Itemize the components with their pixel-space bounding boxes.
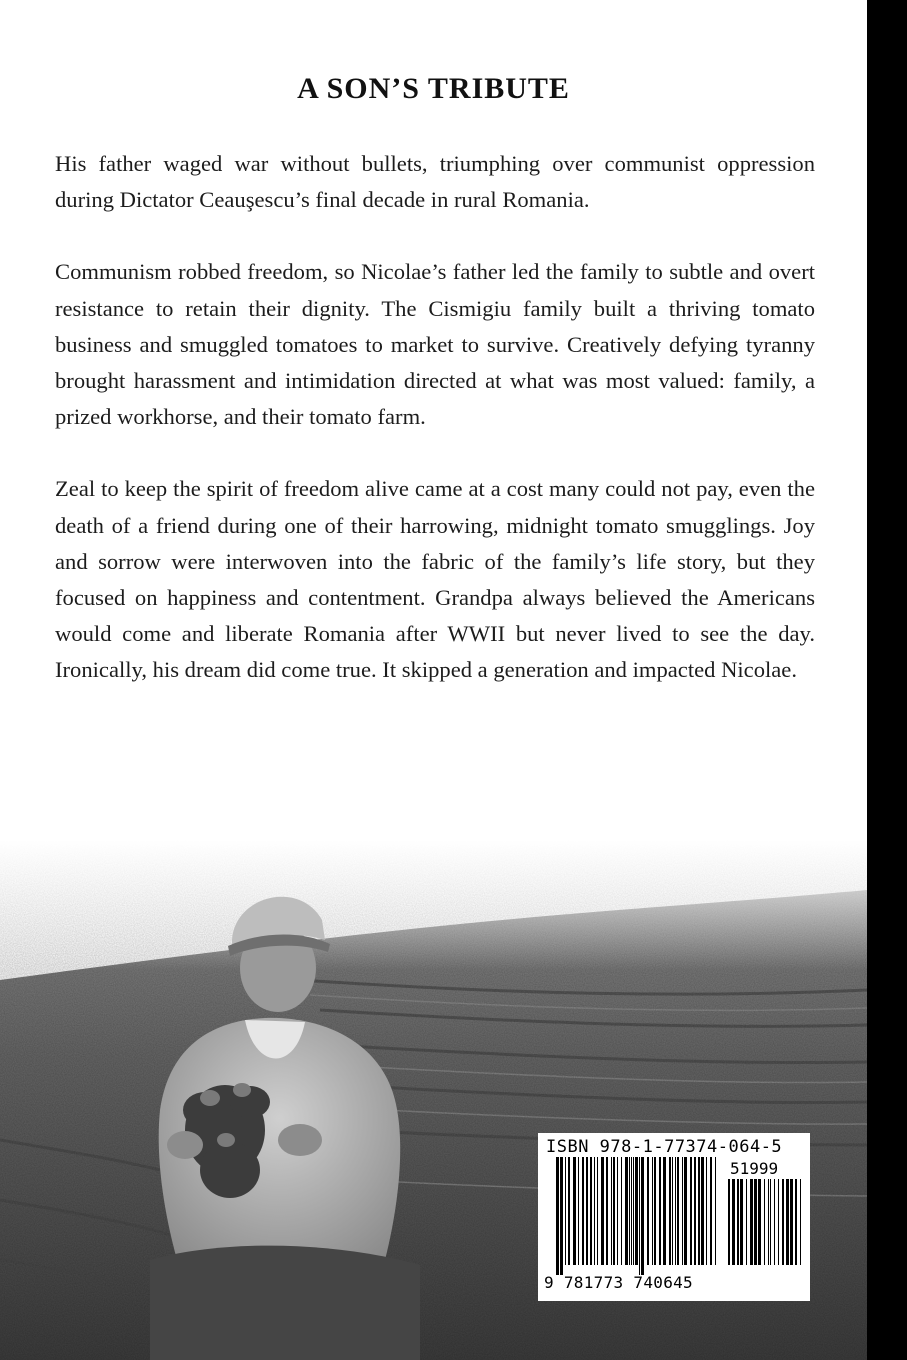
addon-barcode-bars bbox=[728, 1179, 802, 1275]
barcode-bar bbox=[621, 1157, 622, 1265]
barcode-bar bbox=[782, 1179, 784, 1265]
barcode-bar bbox=[677, 1157, 679, 1265]
barcode-bar bbox=[633, 1157, 634, 1265]
barcode-bar bbox=[582, 1157, 584, 1265]
barcode-bar bbox=[701, 1157, 704, 1265]
barcode-bar bbox=[625, 1157, 628, 1265]
barcode-bar bbox=[672, 1157, 673, 1265]
barcode-bar bbox=[737, 1179, 739, 1265]
barcode-bar bbox=[601, 1157, 604, 1265]
barcode-bar bbox=[652, 1157, 653, 1265]
barcode-bar bbox=[654, 1157, 656, 1265]
barcode-bar bbox=[786, 1179, 789, 1265]
barcode-bar bbox=[611, 1157, 612, 1265]
barcode-bar bbox=[606, 1157, 608, 1265]
blurb-paragraph-3: Zeal to keep the spirit of freedom alive came at a cost many could not pay, even the death of a friend during one of their harrowing, midnight tomato smugglings. Joy and sorrow were interwoven into the fabric of the family’s life story, but they focused on happiness and contentment. Grandpa always believed the Americans would come and liberate Romania after WWII but never lived to see the day. Ironically, his dream did come true. It skipped a generation and impacted Nicolae. bbox=[55, 476, 815, 683]
ean-barcode-bars bbox=[556, 1157, 716, 1275]
barcode-bar bbox=[594, 1157, 595, 1265]
barcode-bar bbox=[568, 1157, 570, 1265]
barcode-bar bbox=[682, 1157, 683, 1265]
barcode-bar bbox=[795, 1179, 797, 1265]
blurb-paragraph-1: His father waged war without bullets, triumphing over communist oppression during Dictator Ceauşescu’s final decade in rural Romania. bbox=[55, 151, 815, 213]
spine-edge bbox=[867, 0, 907, 1360]
barcode-bar bbox=[613, 1157, 615, 1265]
barcode-bar bbox=[663, 1157, 666, 1265]
barcode-bar bbox=[694, 1157, 696, 1265]
barcode-bar bbox=[631, 1157, 632, 1265]
barcode-bar bbox=[684, 1157, 687, 1265]
barcode-bar bbox=[750, 1179, 753, 1265]
barcode-bar bbox=[746, 1179, 747, 1265]
barcode-bar bbox=[800, 1179, 801, 1265]
barcode-bar bbox=[675, 1157, 676, 1265]
barcode-bar bbox=[597, 1157, 598, 1265]
barcode-bar bbox=[758, 1179, 761, 1265]
barcode-bar bbox=[732, 1179, 735, 1265]
barcode-bar bbox=[778, 1179, 779, 1265]
barcode-bar bbox=[690, 1157, 692, 1265]
barcode-bar bbox=[770, 1179, 771, 1265]
barcode-bar bbox=[635, 1157, 638, 1265]
barcode-bar bbox=[710, 1157, 712, 1265]
barcode-bar bbox=[578, 1157, 579, 1265]
barcode-bar bbox=[698, 1157, 700, 1265]
barcode-bar bbox=[565, 1157, 566, 1265]
cover-title: A SON’S TRIBUTE bbox=[297, 72, 570, 105]
blurb-text bbox=[55, 146, 815, 725]
barcode-bar bbox=[706, 1157, 707, 1265]
barcode-bar bbox=[740, 1179, 743, 1265]
barcode-bar bbox=[659, 1157, 661, 1265]
isbn-barcode bbox=[538, 1133, 810, 1301]
blurb-paragraph-2: Communism robbed freedom, so Nicolae’s father led the family to subtle and overt resistance to retain their dignity. The Cismigiu family built a thriving tomato business and smuggled tomatoes to market to survive. Creatively defying tyranny brought harassment and intimidation directed at what was most valued: family, a prized workhorse, and their tomato farm. bbox=[55, 259, 815, 430]
barcode-bar bbox=[790, 1179, 793, 1265]
barcode-bar bbox=[590, 1157, 592, 1265]
barcode-bar bbox=[754, 1179, 757, 1265]
price-code: 51999 bbox=[730, 1159, 779, 1178]
barcode-bar bbox=[764, 1179, 765, 1265]
barcode-bar bbox=[617, 1157, 618, 1265]
barcode-bar bbox=[715, 1157, 716, 1265]
isbn-label: ISBN 978-1-77374-064-5 bbox=[546, 1137, 783, 1157]
barcode-bar bbox=[639, 1157, 640, 1275]
barcode-bar bbox=[641, 1157, 644, 1275]
barcode-bar bbox=[573, 1157, 576, 1265]
barcode-bar bbox=[647, 1157, 649, 1265]
barcode-bar bbox=[629, 1157, 630, 1265]
barcode-bar bbox=[556, 1157, 559, 1275]
barcode-bar bbox=[560, 1157, 563, 1275]
barcode-bar bbox=[774, 1179, 775, 1265]
barcode-bar bbox=[669, 1157, 671, 1265]
barcode-bar bbox=[768, 1179, 769, 1265]
barcode-bar bbox=[586, 1157, 588, 1265]
barcode-bar bbox=[728, 1179, 730, 1265]
ean-digits: 9 781773 740645 bbox=[544, 1273, 693, 1292]
